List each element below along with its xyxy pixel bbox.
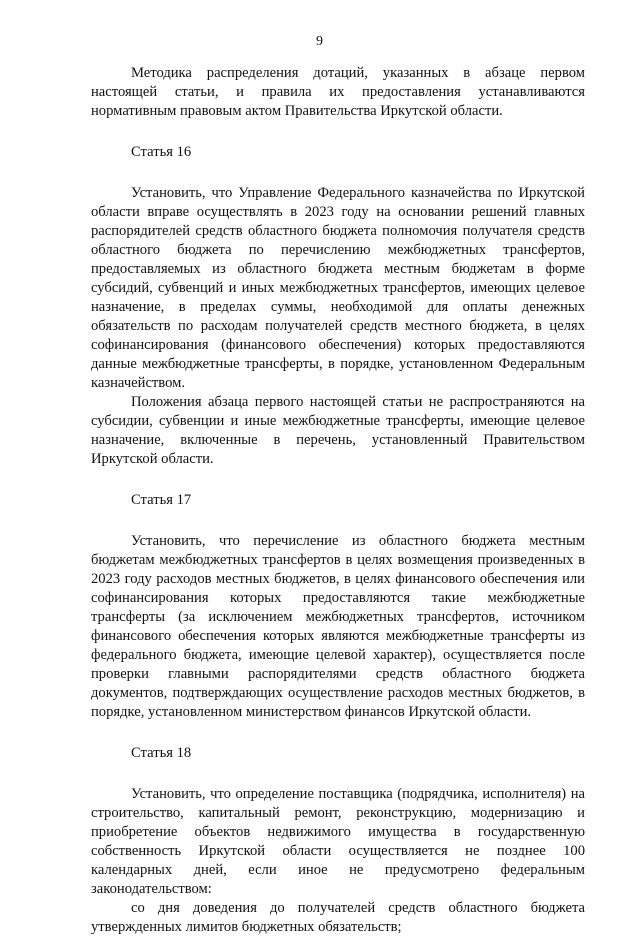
article-17-paragraph-1: Установить, что перечисление из областного бюджета местным бюджетам межбюджетных трансфертов в целях возмещения произведенных в 2023 году расходов местных бюджетов, в целях финансового обеспечения или софинансирования которых предоставляются такие межбюджетные трансферты (за исключением межбюджетных трансфертов, источником финансового обеспечения которых являются межбюджетные трансферты из федерального бюджета, имеющие целевой характер), осуществляется после проверки главными распорядителями средств областного бюджета документов, подтверждающих осуществление расходов местных бюджетов, в порядке, установленном министерством финансов Иркутской области. [91,533,585,720]
page-number: 9 [316,34,323,49]
article-16-paragraph-1: Установить, что Управление Федерального казначейства по Иркутской области вправе осуществлять в 2023 году на основании решений главных распорядителей средств областного бюджета полномочия получателя средств областного бюджета по перечислению межбюджетных трансфертов, предоставляемых из областного бюджета местным бюджетам в форме субсидий, субвенций и иных межбюджетных трансфертов, имеющих целевое назначение, в пределах суммы, необходимой для оплаты денежных обязательств по расходам получателей средств местного бюджета, в целях софинансирования (финансового обеспечения) которых предоставляются данные межбюджетные трансферты, в порядке, установленном Федеральным казначейством. [91,185,585,391]
article-18-paragraph-2: со дня доведения до получателей средств областного бюджета утвержденных лимитов бюджетных обязательств; [91,900,585,935]
paragraph-dotations-methodology: Методика распределения дотаций, указанных в абзаце первом настоящей статьи, и правила их предоставления устанавливаются нормативным правовым актом Правительства Иркутской области. [91,65,585,119]
article-16-paragraph-2: Положения абзаца первого настоящей статьи не распространяются на субсидии, субвенции и иные межбюджетные трансферты, имеющие целевое назначение, включенные в перечень, установленный Правительством Иркутской области. [91,394,585,467]
article-16-heading: Статья 16 [131,144,192,160]
article-18-heading: Статья 18 [131,745,192,761]
document-body [91,64,585,937]
article-17-heading: Статья 17 [131,492,192,508]
article-18-paragraph-1: Установить, что определение поставщика (подрядчика, исполнителя) на строительство, капитальный ремонт, реконструкцию, модернизацию и приобретение объектов недвижимого имущества в государственную собственность Иркутской области осуществляется не позднее 100 календарных дней, если иное не предусмотрено федеральным законодательством: [91,786,585,897]
